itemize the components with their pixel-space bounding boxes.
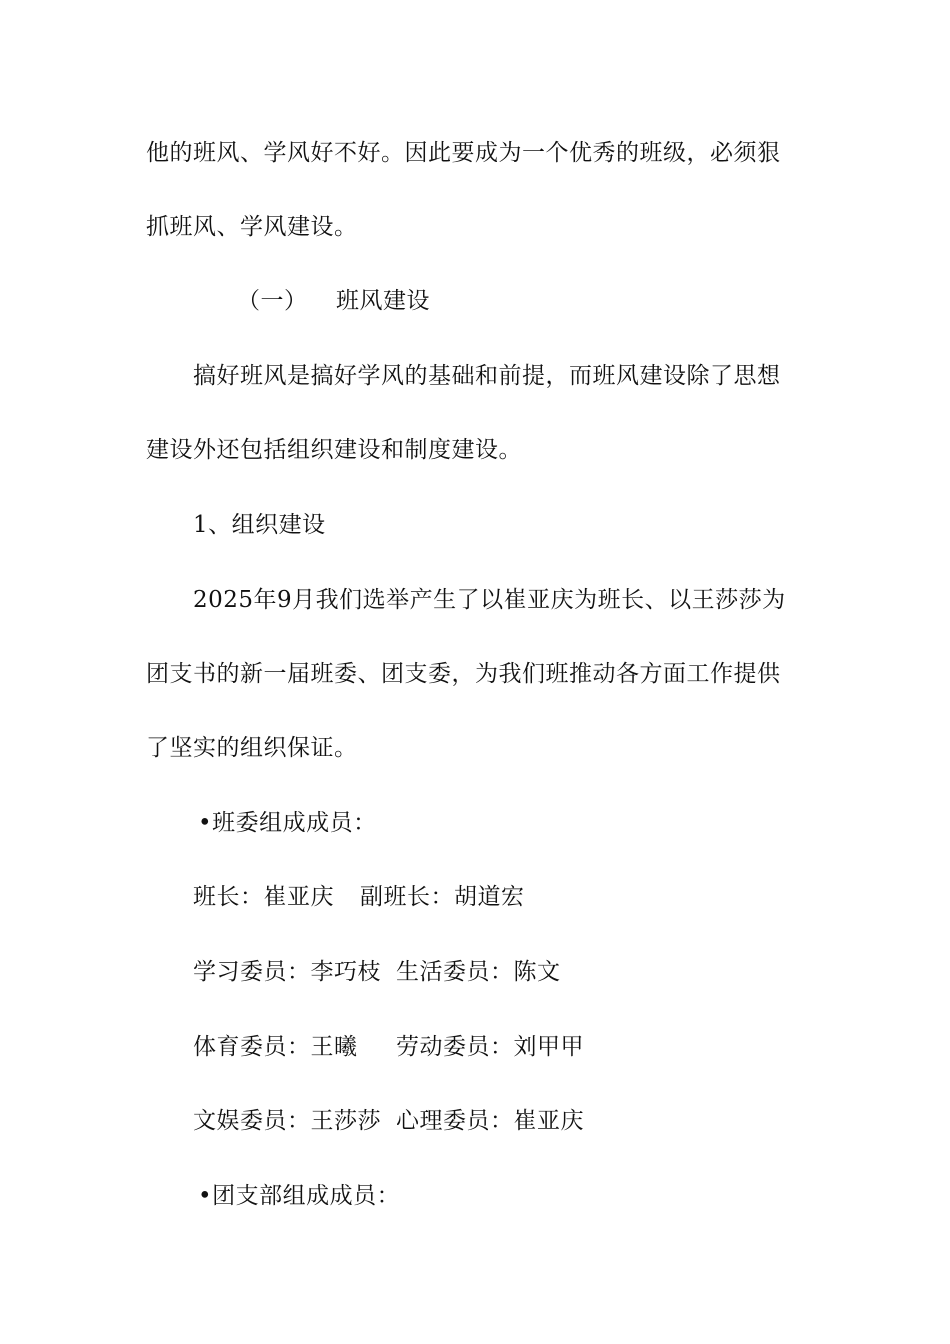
section-title: 班风建设 <box>336 288 430 314</box>
member-left: 体育委员：王曦 <box>193 1034 358 1060</box>
paragraph-line: 搞好班风是搞好学风的基础和前提，而班风建设除了思想 <box>193 363 781 389</box>
committee-heading: •班委组成成员： <box>198 810 377 836</box>
paragraph-line: 了坚实的组织保证。 <box>146 735 358 761</box>
paragraph-line: 团支书的新一届班委、团支委，为我们班推动各方面工作提供 <box>146 661 781 687</box>
member-left: 学习委员：李巧枝 <box>193 959 381 985</box>
member-row <box>193 882 793 912</box>
paragraph-line: 建设外还包括组织建设和制度建设。 <box>146 437 522 463</box>
member-row <box>193 1032 793 1062</box>
member-row <box>193 957 793 987</box>
section-number: （一） <box>237 288 308 314</box>
member-left: 班长：崔亚庆 <box>193 884 334 910</box>
paragraph-line: 抓班风、学风建设。 <box>146 214 358 240</box>
member-row <box>193 1106 793 1136</box>
paragraph-line: 2025年9月我们选举产生了以崔亚庆为班长、以王莎莎为 <box>193 587 786 613</box>
member-right: 心理委员：崔亚庆 <box>396 1108 584 1134</box>
member-right: 劳动委员：刘甲甲 <box>396 1034 584 1060</box>
member-right: 生活委员：陈文 <box>396 959 561 985</box>
member-right: 副班长：胡道宏 <box>360 884 525 910</box>
league-heading: •团支部组成成员： <box>198 1183 401 1209</box>
paragraph-line: 他的班风、学风好不好。因此要成为一个优秀的班级，必须狠 <box>146 140 781 166</box>
subsection-title: 1、组织建设 <box>193 512 326 538</box>
member-left: 文娱委员：王莎莎 <box>193 1108 381 1134</box>
